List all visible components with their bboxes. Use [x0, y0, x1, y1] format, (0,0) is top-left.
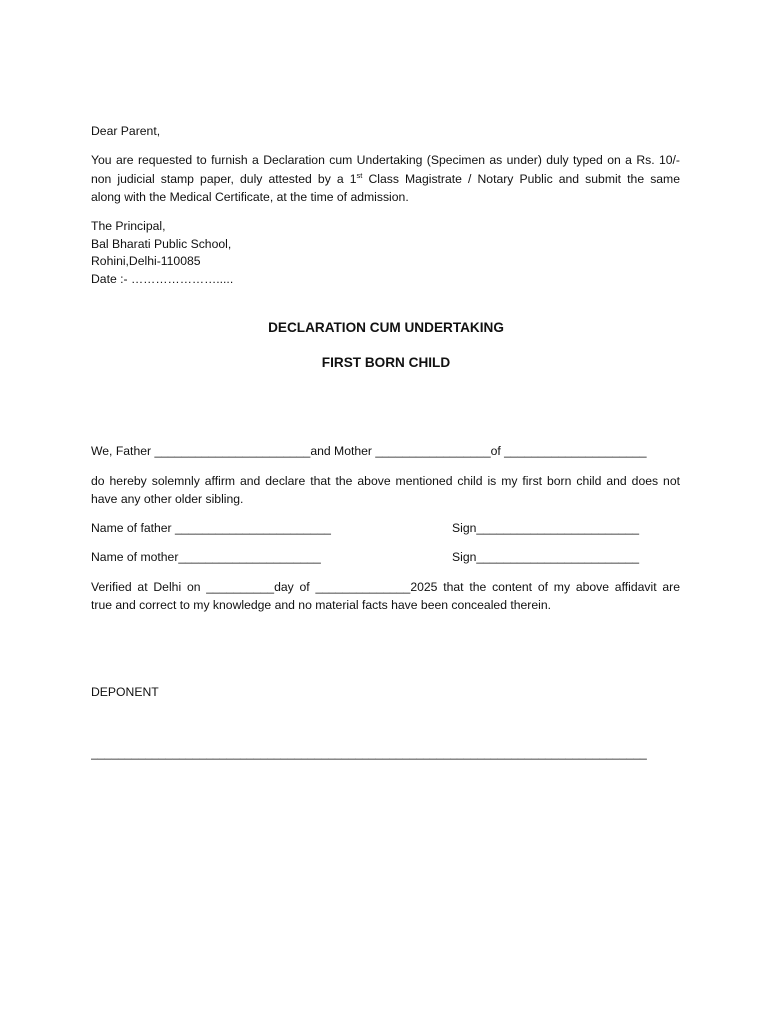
instruction-line-3: along with the Medical Certificate, at the time of admission.: [91, 190, 409, 204]
parents-line: We, Father _______________________and Mother _________________of _____________________: [91, 444, 647, 458]
instruction-line-2: [91, 171, 680, 187]
instruction-line-2-end: Class Magistrate / Notary Public and submit the same: [362, 172, 680, 186]
mother-name-field: Name of mother_____________________: [91, 550, 321, 564]
instruction-line-1: You are requested to furnish a Declaration cum Undertaking (Specimen as under) duly typed on a Rs. 10/-: [91, 153, 680, 167]
signature-rule: __________________________________________________________________________________: [91, 746, 647, 760]
affirm-line-1: do hereby solemnly affirm and declare that the above mentioned child is my first born child and does not: [91, 474, 680, 488]
verification-line-2: true and correct to my knowledge and no material facts have been concealed therein.: [91, 598, 552, 612]
father-sign-field: Sign________________________: [452, 521, 640, 535]
instruction-line-2-start: non judicial stamp paper, duly attested by a 1: [91, 172, 357, 186]
addressee-line-3: Rohini,Delhi-110085: [91, 254, 201, 268]
ordinal-superscript: st: [356, 170, 363, 180]
form-subtitle: FIRST BORN CHILD: [321, 355, 451, 370]
salutation: Dear Parent,: [91, 124, 161, 138]
affirm-line-2: have any other older sibling.: [91, 492, 244, 506]
father-name-field: Name of father _______________________: [91, 521, 331, 535]
addressee-line-2: Bal Bharati Public School,: [91, 237, 232, 251]
date-line: Date :- ………………….....: [91, 272, 234, 286]
deponent-label: DEPONENT: [91, 685, 159, 699]
form-title: DECLARATION CUM UNDERTAKING: [268, 320, 504, 335]
mother-sign-field: Sign________________________: [452, 550, 640, 564]
addressee-line-1: The Principal,: [91, 219, 166, 233]
verification-line-1: Verified at Delhi on __________day of ______________2025 that the content of my above affidavit are: [91, 580, 680, 594]
